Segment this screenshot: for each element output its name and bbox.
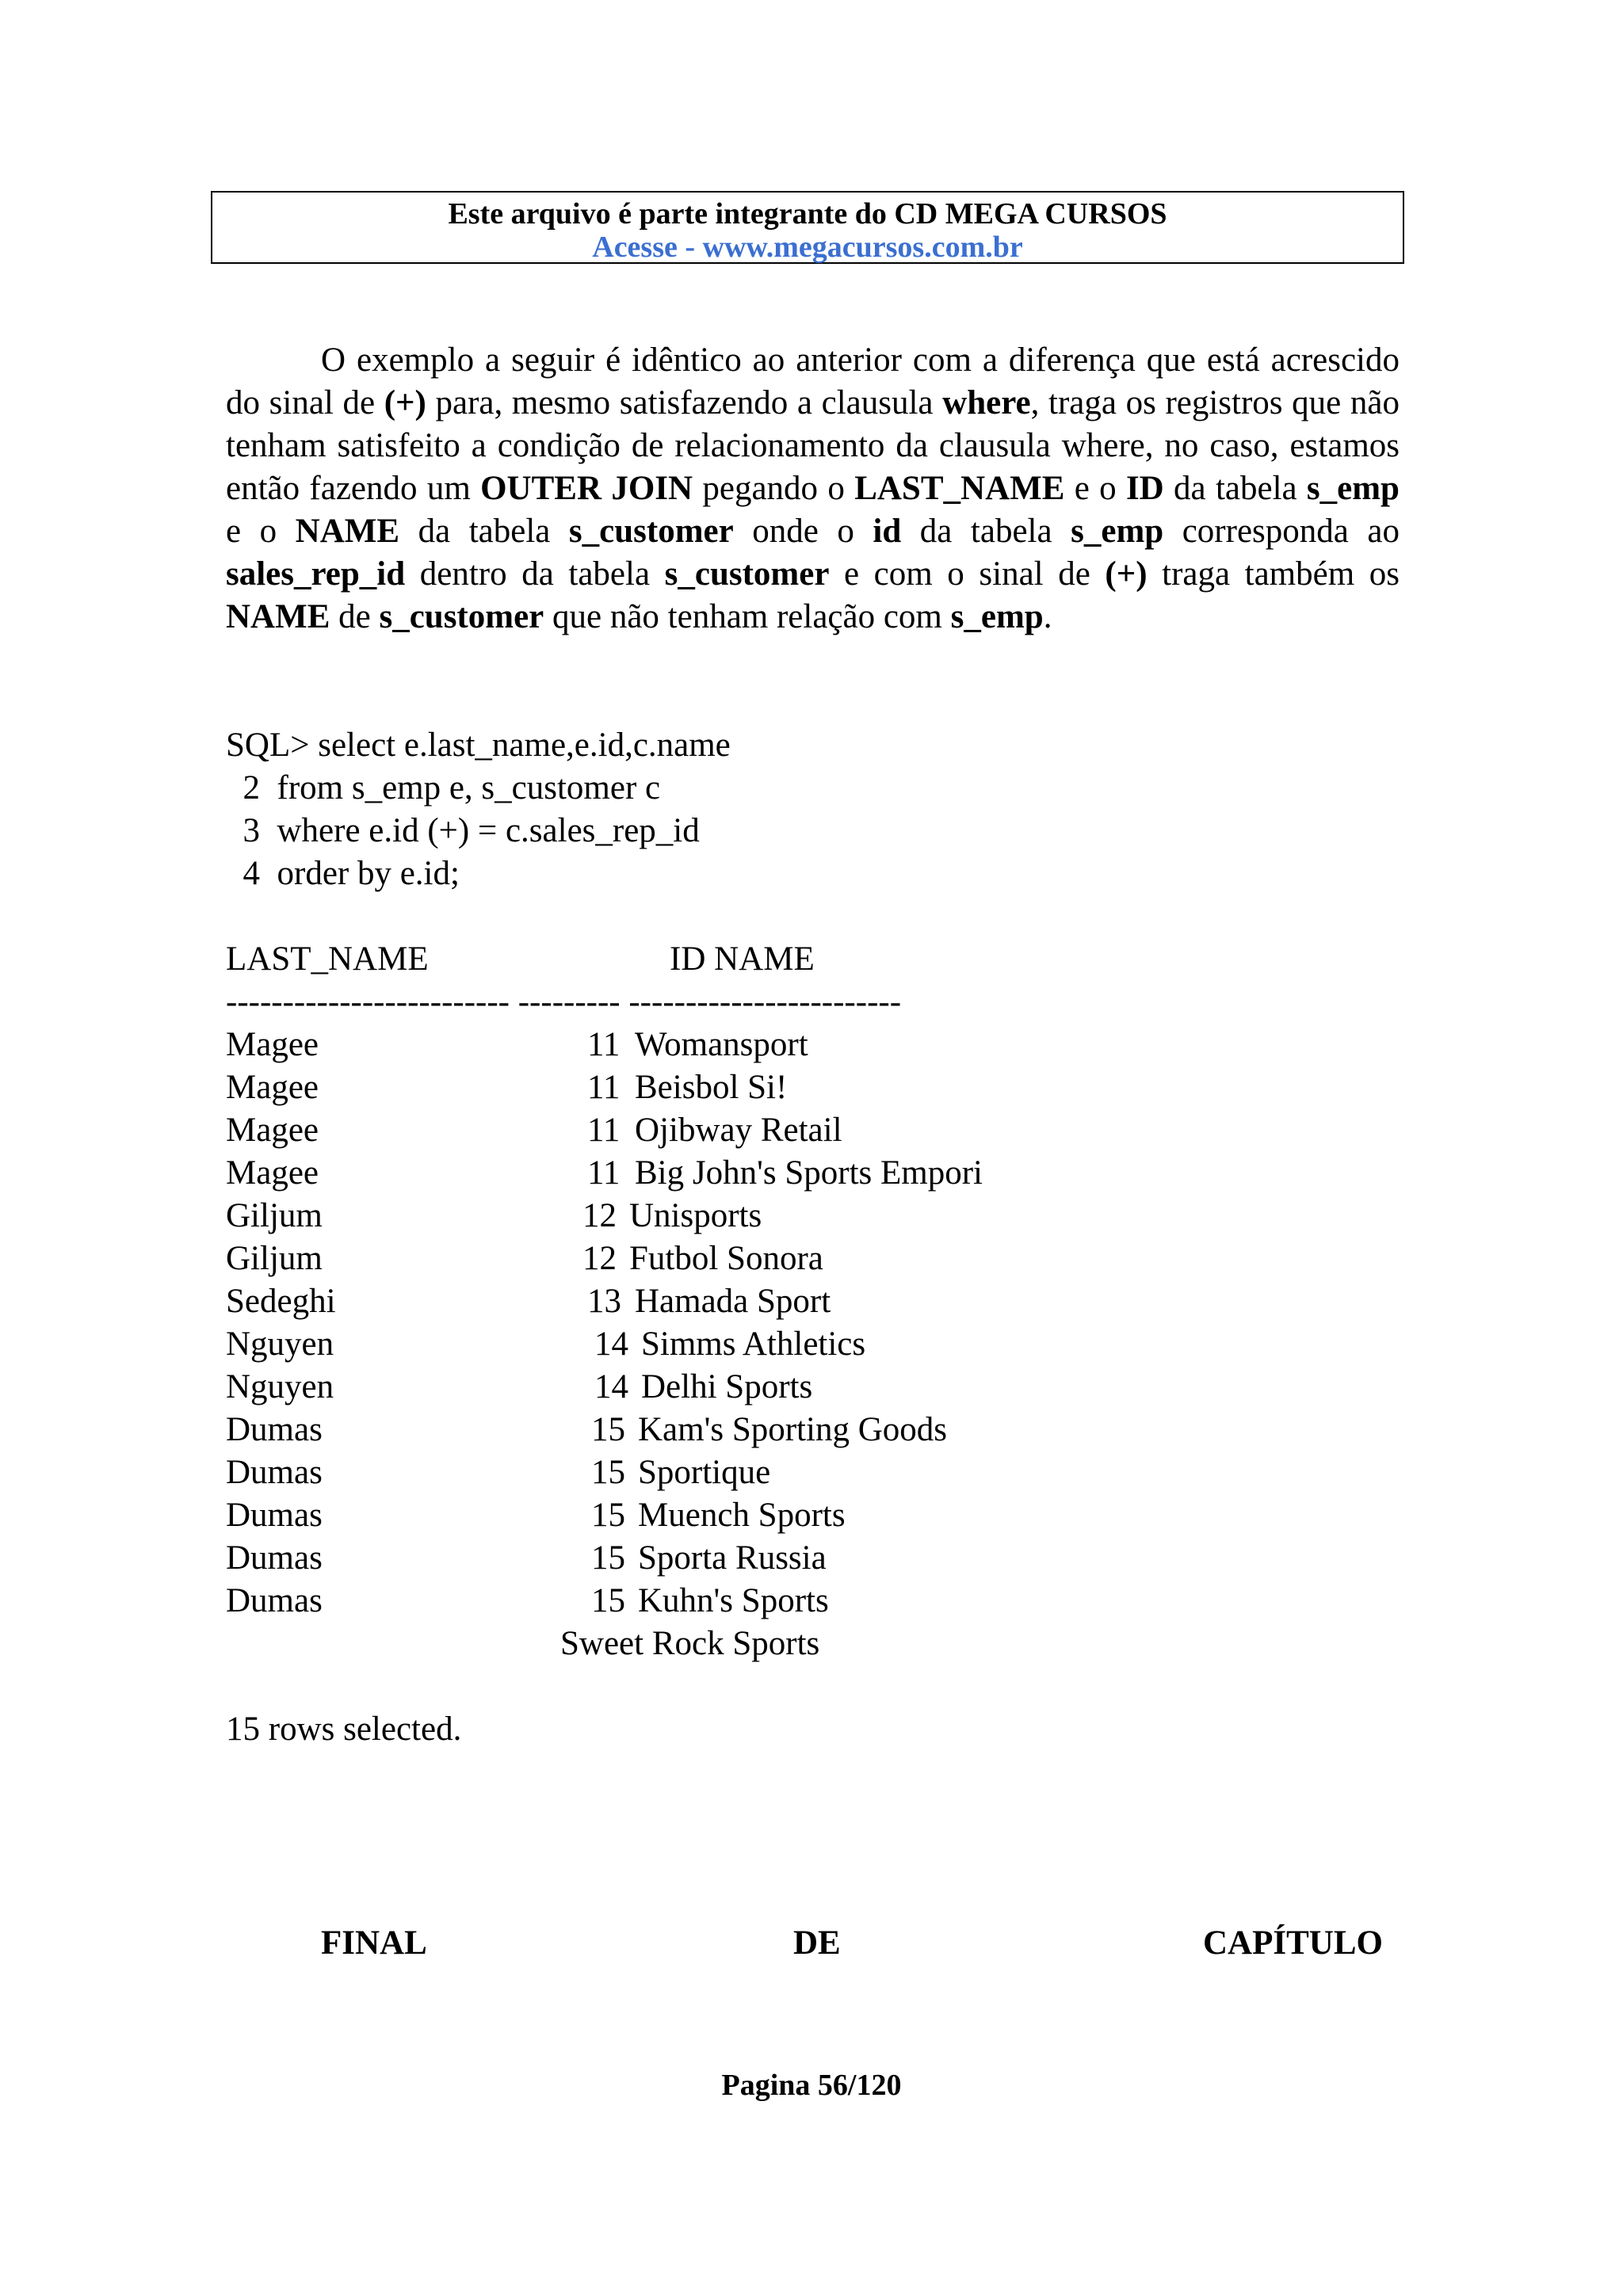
- para-text: dentro da tabela: [405, 555, 665, 593]
- para-text: traga também os: [1147, 555, 1400, 593]
- para-bold: s_customer: [568, 513, 734, 550]
- para-text: que não tenham relação com: [544, 598, 951, 635]
- row-id: 14: [594, 1325, 628, 1363]
- column-header-last-name: LAST_NAME: [226, 940, 429, 978]
- row-name: Ojibway Retail: [635, 1112, 842, 1149]
- row-last-name: Giljum: [226, 1197, 323, 1234]
- para-text: da tabela: [399, 513, 569, 550]
- column-header-id-name: ID NAME: [670, 940, 815, 978]
- row-last-name: Nguyen: [226, 1368, 334, 1405]
- row-id: 15: [591, 1411, 625, 1448]
- row-name: Sporta Russia: [638, 1539, 827, 1577]
- para-text: .: [1043, 598, 1052, 635]
- row-name: Kuhn's Sports: [638, 1582, 829, 1619]
- row-last-name: Magee: [226, 1069, 319, 1106]
- para-bold: ID: [1125, 470, 1164, 507]
- row-last-name: Magee: [226, 1026, 319, 1063]
- para-text: , traga os registros que não tenham satisfeito a condição de relacionamento da clausula where, no caso, estamos então fazendo um: [226, 384, 1400, 507]
- para-text: e com o sinal de: [829, 555, 1106, 593]
- row-name: Womansport: [635, 1026, 808, 1063]
- row-id: 11: [587, 1154, 621, 1192]
- para-bold: NAME: [295, 513, 400, 550]
- row-name: Beisbol Si!: [635, 1069, 788, 1106]
- row-name: Unisports: [629, 1197, 762, 1234]
- para-bold: s_emp: [1071, 513, 1164, 550]
- row-id: 11: [587, 1026, 621, 1063]
- row-name: Kam's Sporting Goods: [638, 1411, 947, 1448]
- para-bold: sales_rep_id: [226, 555, 406, 593]
- para-bold: id: [873, 513, 902, 550]
- para-text: pegando o: [693, 470, 855, 507]
- para-text: da tabela: [901, 513, 1071, 550]
- row-last-name: Nguyen: [226, 1325, 334, 1363]
- para-bold: s_emp: [950, 598, 1044, 635]
- para-text: onde o: [733, 513, 873, 550]
- row-last-name: Dumas: [226, 1582, 323, 1619]
- row-id: 15: [591, 1454, 625, 1491]
- chapter-end-word-de: DE: [793, 1924, 841, 1962]
- row-name: Futbol Sonora: [629, 1240, 823, 1277]
- row-last-name: Dumas: [226, 1539, 323, 1577]
- row-id: 15: [591, 1539, 625, 1577]
- para-text: para, mesmo satisfazendo a clausula: [426, 384, 943, 421]
- sql-line: 3 where e.id (+) = c.sales_rep_id: [226, 812, 700, 849]
- rows-selected-footer: 15 rows selected.: [226, 1711, 462, 1748]
- row-last-name: Magee: [226, 1154, 319, 1192]
- sql-query: [226, 724, 731, 895]
- explanation-paragraph: [226, 339, 1400, 639]
- para-bold: s_customer: [379, 598, 544, 635]
- header-box: [211, 191, 1404, 264]
- sql-line: SQL> select e.last_name,e.id,c.name: [226, 727, 731, 764]
- para-text: e o: [226, 513, 296, 550]
- row-id: 13: [587, 1283, 621, 1320]
- header-website-link[interactable]: www.megacursos.com.br: [702, 231, 1023, 264]
- row-name: Simms Athletics: [641, 1325, 866, 1363]
- row-last-name: Dumas: [226, 1454, 323, 1491]
- page-number: Pagina 56/120: [721, 2069, 902, 2102]
- sql-line: 2 from s_emp e, s_customer c: [226, 769, 661, 807]
- chapter-end-word-capitulo: CAPÍTULO: [1203, 1924, 1383, 1962]
- row-name: Sweet Rock Sports: [560, 1625, 820, 1662]
- para-text: de: [330, 598, 380, 635]
- para-text: e o: [1064, 470, 1126, 507]
- para-bold: (+): [384, 384, 426, 421]
- row-last-name: Giljum: [226, 1240, 323, 1277]
- row-last-name: Dumas: [226, 1497, 323, 1534]
- row-name: Sportique: [638, 1454, 771, 1491]
- row-name: Muench Sports: [638, 1497, 846, 1534]
- row-last-name: Sedeghi: [226, 1283, 336, 1320]
- header-link-prefix: Acesse -: [592, 231, 703, 264]
- para-text: O exemplo a seguir é idêntico ao anterior com a diferença que está acrescido do sinal de: [226, 341, 1400, 421]
- row-id: 14: [594, 1368, 628, 1405]
- para-bold: s_customer: [664, 555, 830, 593]
- row-id: 15: [591, 1582, 625, 1619]
- row-id: 12: [582, 1240, 617, 1277]
- row-id: 15: [591, 1497, 625, 1534]
- header-title: Este arquivo é parte integrante do CD MEGA CURSOS: [448, 197, 1167, 231]
- para-text: corresponda ao: [1163, 513, 1400, 550]
- column-separator: ------------------------- --------- ------------------------: [226, 983, 902, 1020]
- para-bold: OUTER JOIN: [480, 470, 693, 507]
- para-text: da tabela: [1163, 470, 1307, 507]
- para-bold: LAST_NAME: [854, 470, 1065, 507]
- row-last-name: Magee: [226, 1112, 319, 1149]
- row-name: Hamada Sport: [635, 1283, 831, 1320]
- header-link-line: [212, 231, 1403, 263]
- chapter-end-word-final: FINAL: [321, 1924, 427, 1962]
- para-bold: where: [942, 384, 1031, 421]
- row-name: Big John's Sports Empori: [635, 1154, 983, 1192]
- para-bold: (+): [1105, 555, 1148, 593]
- row-last-name: Dumas: [226, 1411, 323, 1448]
- para-bold: NAME: [226, 598, 330, 635]
- row-id: 11: [587, 1112, 621, 1149]
- para-bold: s_emp: [1306, 470, 1400, 507]
- row-id: 11: [587, 1069, 621, 1106]
- row-id: 12: [582, 1197, 617, 1234]
- row-name: Delhi Sports: [641, 1368, 813, 1405]
- sql-line: 4 order by e.id;: [226, 855, 460, 892]
